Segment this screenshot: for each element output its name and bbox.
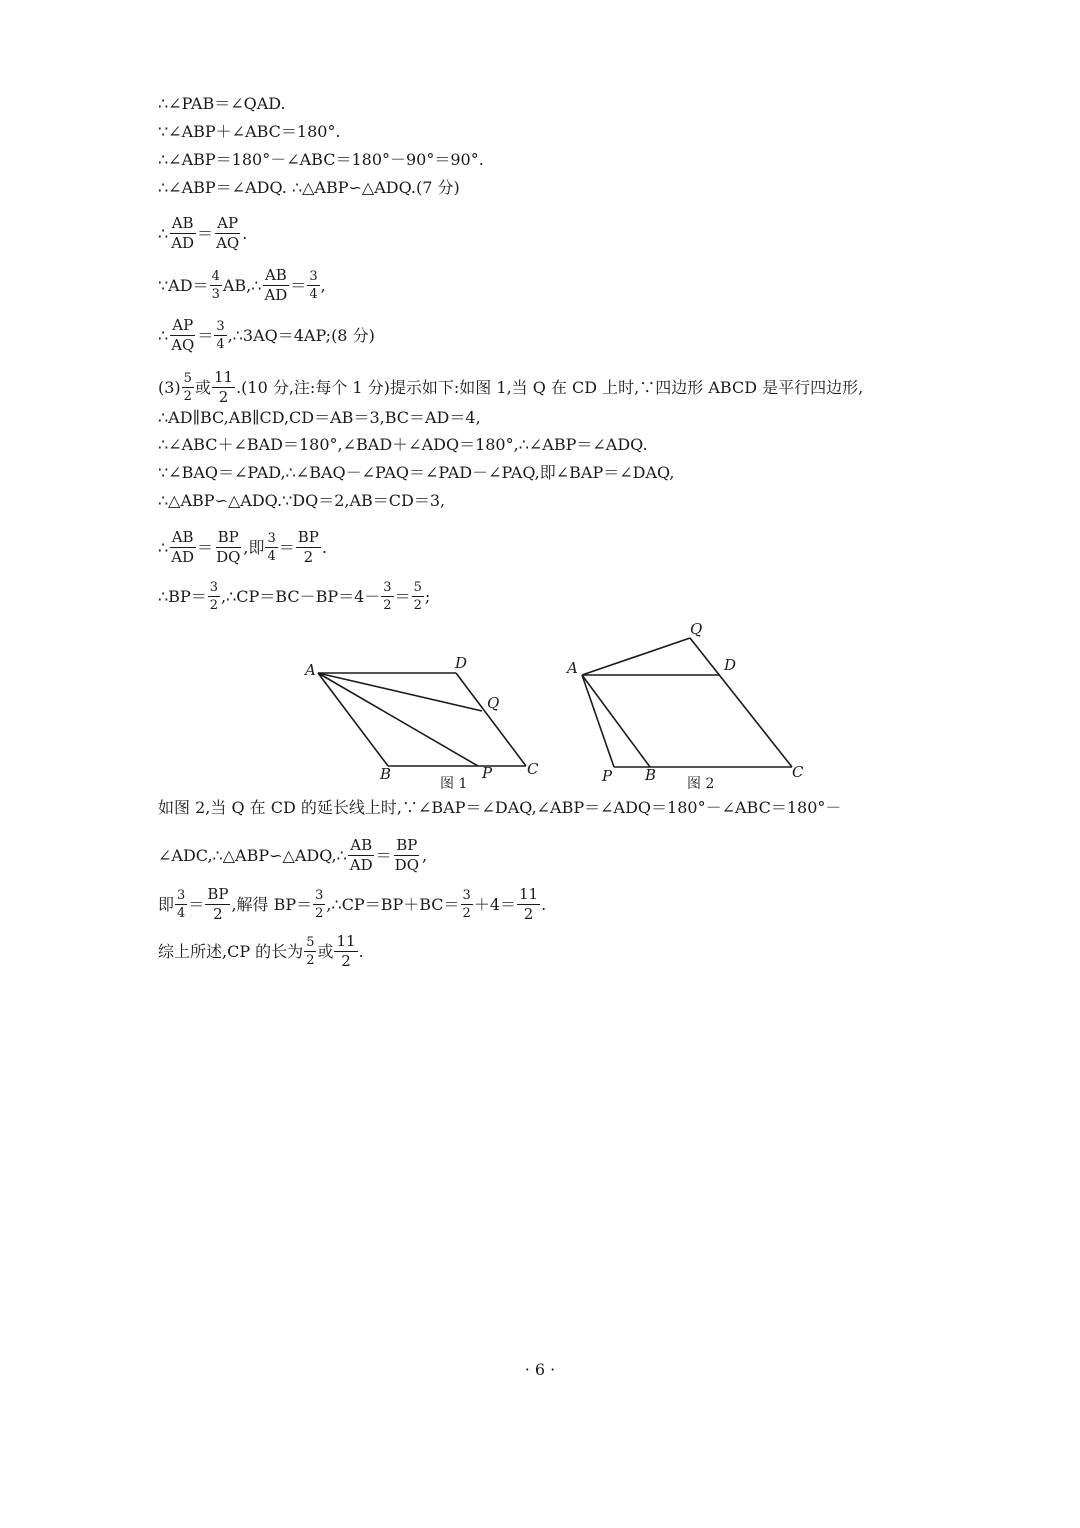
fig2-segment-ap: [582, 675, 614, 767]
fraction-denominator: AQ: [216, 234, 240, 252]
fraction-numerator: BP: [396, 836, 418, 854]
fraction-denominator: 2: [413, 598, 422, 613]
fraction-numerator: 5: [306, 935, 315, 950]
fraction: [205, 887, 230, 922]
text-segment: ;: [424, 586, 431, 606]
fig2-label-p: P: [602, 767, 613, 785]
text-segment: 如图 2,当 Q 在 CD 的延长线上时,∵∠BAP＝∠DAQ,∠ABP＝∠ADQ＝180°－∠ABC＝180°－: [158, 798, 842, 817]
fraction-denominator: AD: [171, 234, 195, 252]
text-segment: ∴∠ABC＋∠BAD＝180°,∠BAD＋∠ADQ＝180°,∴∠ABP＝∠ADQ.: [158, 435, 648, 454]
fraction-denominator: 3: [211, 287, 220, 302]
text-segment: ,解得 BP＝: [231, 894, 313, 914]
fraction-denominator: 4: [309, 287, 318, 302]
fig2-label-b: B: [645, 766, 657, 784]
fraction-numerator: 3: [309, 269, 318, 284]
text-segment: ＝: [188, 894, 205, 914]
fraction-numerator: 3: [267, 531, 276, 546]
text-segment: ∴∠PAB＝∠QAD.: [158, 94, 286, 113]
fraction-numerator: BP: [297, 528, 319, 546]
fraction-denominator: 2: [523, 905, 534, 923]
fig2-label-q: Q: [690, 620, 703, 638]
page-number: · 6 ·: [524, 1360, 556, 1379]
text-segment: ,: [422, 845, 428, 865]
fraction-denominator: DQ: [394, 856, 419, 874]
fig1-label-d: D: [455, 654, 468, 672]
text-segment: ＝: [278, 537, 295, 557]
fraction-numerator: 3: [462, 888, 471, 903]
fraction: [313, 889, 325, 920]
text-segment: ∴: [158, 325, 169, 345]
text-segment: ＝: [197, 223, 214, 243]
fig1-segment-dc: [456, 673, 526, 766]
fraction-numerator: 11: [519, 885, 539, 903]
text-segment: ∵AD＝: [158, 275, 209, 295]
fraction-denominator: 2: [462, 906, 471, 921]
fraction-denominator: AQ: [171, 336, 195, 354]
fraction-denominator: 2: [218, 388, 229, 406]
fraction-numerator: BP: [207, 885, 229, 903]
text-segment: ∴: [158, 223, 169, 243]
fig2-label-c: C: [792, 763, 804, 781]
fraction-numerator: AB: [171, 528, 194, 546]
text-segment: AB,∴: [222, 275, 262, 295]
fig1-segment-ap: [318, 673, 478, 766]
text-segment: 或: [194, 377, 211, 397]
fraction-numerator: 3: [209, 580, 218, 595]
text-line: [158, 934, 364, 969]
fig1-label-c: C: [527, 760, 539, 778]
fraction-numerator: BP: [217, 528, 239, 546]
fraction-denominator: 2: [303, 548, 314, 566]
fraction-denominator: 2: [306, 953, 315, 968]
fig1-label-q: Q: [487, 694, 500, 712]
text-segment: .: [242, 223, 248, 243]
text-segment: ∴∠ABP＝∠ADQ. ∴△ABP∽△ADQ.(7 分): [158, 178, 460, 197]
fraction-numerator: 3: [177, 888, 186, 903]
fraction-denominator: 2: [213, 905, 223, 923]
fraction-denominator: DQ: [216, 548, 241, 566]
text-segment: ,∴CP＝BC－BP＝4－: [221, 586, 381, 606]
fraction-numerator: AB: [171, 214, 194, 232]
fraction-numerator: AP: [217, 214, 239, 232]
fig2-segment-qc: [690, 638, 792, 767]
fraction-denominator: 2: [341, 952, 351, 970]
fraction-numerator: 5: [183, 371, 192, 386]
text-segment: ∴: [158, 537, 169, 557]
text-segment: ＝: [290, 275, 307, 295]
fraction: [393, 838, 421, 873]
text-segment: ∴AD∥BC,AB∥CD,CD＝AB＝3,BC＝AD＝4,: [158, 408, 481, 427]
text-line: [158, 800, 841, 816]
fig1-caption: 图 1: [440, 776, 468, 792]
figure-1: [318, 673, 526, 766]
fraction-denominator: AD: [171, 548, 195, 566]
fraction: [175, 889, 187, 920]
fraction: [461, 889, 473, 920]
text-segment: ＝: [394, 586, 411, 606]
fig2-label-d: D: [724, 656, 737, 674]
text-segment: ＝: [197, 537, 214, 557]
text-segment: ∴△ABP∽△ADQ.∵DQ＝2,AB＝CD＝3,: [158, 491, 446, 510]
fraction-denominator: 2: [315, 906, 324, 921]
text-segment: ∠ADC,∴△ABP∽△ADQ,∴: [158, 845, 347, 865]
fraction: [304, 936, 316, 967]
text-line: [158, 887, 546, 922]
fig2-label-a: A: [567, 659, 578, 677]
fig1-label-p: P: [482, 764, 493, 782]
fraction-numerator: 3: [383, 580, 392, 595]
text-segment: ,即: [243, 537, 265, 557]
fraction: [348, 838, 375, 873]
text-segment: ＋4＝: [473, 894, 516, 914]
fraction-denominator: 4: [216, 337, 225, 352]
fraction-numerator: 11: [336, 932, 356, 950]
fraction-numerator: 4: [211, 269, 220, 284]
text-segment: .(10 分,注:每个 1 分)提示如下:如图 1,当 Q 在 CD 上时,∵四边形 ABCD 是平行四边形,: [236, 377, 864, 397]
text-segment: 综上所述,CP 的长为: [158, 941, 304, 961]
text-segment: ,∴3AQ＝4AP;(8 分): [227, 325, 375, 345]
figure-2: [582, 638, 792, 767]
text-segment: ＝: [197, 325, 214, 345]
text-segment: ∴∠ABP＝180°－∠ABC＝180°－90°＝90°.: [158, 150, 484, 169]
fig1-label-a: A: [305, 661, 316, 679]
fig2-segment-aq: [582, 638, 690, 675]
fraction-denominator: 2: [183, 389, 192, 404]
fraction-denominator: 2: [383, 598, 392, 613]
fraction-denominator: 4: [267, 549, 276, 564]
fraction-numerator: 3: [216, 319, 225, 334]
text-segment: .: [358, 941, 364, 961]
fraction-denominator: AD: [264, 286, 288, 304]
fraction-numerator: 5: [413, 580, 422, 595]
text-segment: .: [321, 537, 327, 557]
text-segment: .: [541, 894, 547, 914]
fig1-label-b: B: [380, 765, 392, 783]
text-segment: ∵∠BAQ＝∠PAD,∴∠BAQ－∠PAQ＝∠PAD－∠PAQ,即∠BAP＝∠DAQ,: [158, 463, 675, 482]
fraction-numerator: 3: [315, 888, 324, 903]
fraction-numerator: AP: [172, 316, 194, 334]
fraction: [517, 887, 540, 922]
text-segment: ＝: [375, 845, 392, 865]
text-segment: ∵∠ABP＋∠ABC＝180°.: [158, 122, 341, 141]
fraction-denominator: 4: [177, 906, 186, 921]
text-line: [158, 838, 427, 873]
fraction-numerator: AB: [350, 836, 373, 854]
text-segment: ,: [320, 275, 326, 295]
fraction-denominator: 2: [209, 598, 218, 613]
fraction-denominator: AD: [349, 856, 373, 874]
text-segment: (3): [158, 377, 181, 397]
fraction-numerator: AB: [264, 266, 287, 284]
fig2-segment-ab: [582, 675, 650, 767]
text-segment: 即: [158, 894, 175, 914]
text-segment: ∴BP＝: [158, 586, 207, 606]
fig2-caption: 图 2: [687, 776, 715, 792]
fraction: [334, 934, 357, 969]
text-segment: ,∴CP＝BP＋BC＝: [326, 894, 460, 914]
text-segment: 或: [317, 941, 334, 961]
fraction-numerator: 11: [213, 368, 234, 386]
